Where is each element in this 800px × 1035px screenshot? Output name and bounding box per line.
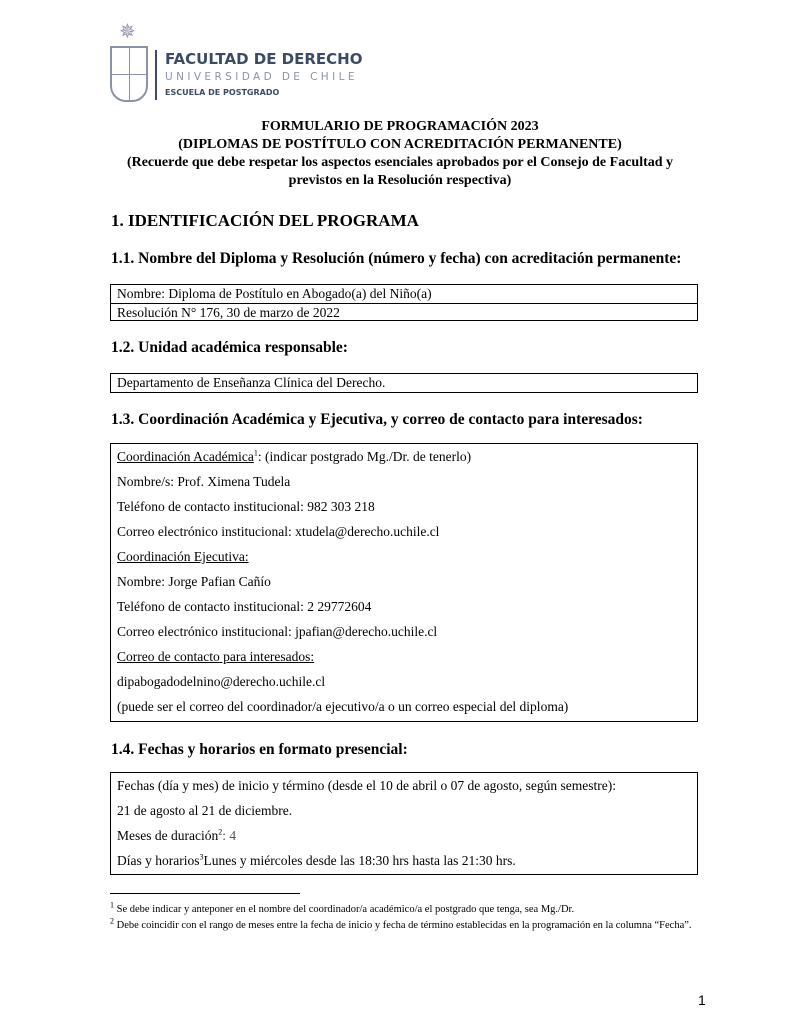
- academic-coordination-label: Coordinación Académica: [117, 449, 254, 464]
- logo-university: UNIVERSIDAD DE CHILE: [165, 71, 358, 83]
- document-title: [40, 118, 760, 190]
- crest-icon: [110, 46, 148, 102]
- executive-email: Correo electrónico institucional: jpafian@derecho.uchile.cl: [117, 624, 438, 639]
- duration-label: Meses de duración: [117, 828, 219, 843]
- schedule-line: [111, 848, 697, 873]
- executive-name: Nombre: Jorge Pafian Cañío: [117, 574, 271, 589]
- footnote-2: [110, 918, 710, 933]
- faculty-logo: [108, 21, 363, 106]
- resolution: Resolución N° 176, 30 de marzo de 2022: [111, 303, 697, 321]
- footnote-ref: 3: [199, 852, 204, 862]
- dates-label: Fechas (día y mes) de inicio y término (desde el 10 de abril o 07 de agosto, según semestre):: [117, 778, 616, 793]
- subsection-heading: 1.2. Unidad académica responsable:: [111, 339, 348, 356]
- executive-coordination-label: Coordinación Ejecutiva:: [117, 549, 249, 564]
- dates-value: 21 de agosto al 21 de diciembre.: [117, 803, 293, 818]
- duration-line: [111, 823, 697, 848]
- footnote-ref: 1: [253, 448, 258, 458]
- subsection-heading: 1.4. Fechas y horarios en formato presencial:: [111, 741, 408, 758]
- schedule-box: [110, 772, 698, 875]
- academic-unit: Departamento de Enseñanza Clínica del Derecho.: [117, 375, 386, 390]
- footnote-separator: [110, 893, 300, 894]
- footnotes: [110, 902, 710, 934]
- page-number: 1: [698, 992, 706, 1008]
- logo-divider: [155, 50, 157, 100]
- contact-note: (puede ser el correo del coordinador/a ejecutivo/a o un correo especial del diploma): [117, 699, 569, 714]
- schedule-value: Lunes y miércoles desde las 18:30 hrs hasta las 21:30 hrs.: [203, 853, 516, 868]
- academic-email: Correo electrónico institucional: xtudela@derecho.uchile.cl: [117, 524, 440, 539]
- program-name-box: [110, 284, 698, 321]
- program-name: Nombre: Diploma de Postítulo en Abogado(a) del Niño(a): [117, 286, 432, 301]
- academic-name: Nombre/s: Prof. Ximena Tudela: [117, 474, 291, 489]
- logo-school: ESCUELA DE POSTGRADO: [165, 88, 280, 97]
- logo-faculty: FACULTAD DE DERECHO: [165, 50, 363, 68]
- title-line: previstos en la Resolución respectiva): [288, 173, 512, 188]
- star-icon: ✵: [119, 21, 136, 43]
- duration-value: : 4: [222, 828, 237, 843]
- academic-note: : (indicar postgrado Mg./Dr. de tenerlo): [257, 449, 472, 464]
- coordination-box: [110, 443, 698, 722]
- subsection-heading: 1.3. Coordinación Académica y Ejecutiva, y correo de contacto para interesados:: [111, 411, 643, 428]
- title-line: (Recuerde que debe respetar los aspectos esenciales aprobados por el Consejo de Facultad y: [126, 155, 674, 170]
- subsection-heading: 1.1. Nombre del Diploma y Resolución (número y fecha) con acreditación permanente:: [111, 250, 682, 267]
- academic-unit-box: [110, 373, 698, 393]
- executive-phone: Teléfono de contacto institucional: 2 29772604: [117, 599, 372, 614]
- footnote-text: Debe coincidir con el rango de meses entre la fecha de inicio y fecha de término establecidas en la programación en la columna “Fecha”.: [114, 920, 692, 931]
- academic-phone: Teléfono de contacto institucional: 982 303 218: [117, 499, 375, 514]
- footnote-ref: 2: [218, 827, 223, 837]
- contact-label: Correo de contacto para interesados:: [117, 649, 315, 664]
- footnote-text: Se debe indicar y anteponer en el nombre del coordinador/a académico/a el postgrado que tenga, sea Mg./Dr.: [114, 904, 575, 915]
- footnote-number: 2: [110, 916, 114, 926]
- footnote-1: [110, 902, 710, 917]
- contact-email: dipabogadodelnino@derecho.uchile.cl: [117, 674, 326, 689]
- academic-coordination-line: [111, 444, 697, 469]
- title-line: FORMULARIO DE PROGRAMACIÓN 2023: [261, 119, 539, 134]
- title-line: (DIPLOMAS DE POSTÍTULO CON ACREDITACIÓN PERMANENTE): [178, 137, 622, 152]
- schedule-label: Días y horarios: [117, 853, 200, 868]
- footnote-number: 1: [110, 900, 114, 910]
- section-heading: 1. IDENTIFICACIÓN DEL PROGRAMA: [111, 211, 419, 230]
